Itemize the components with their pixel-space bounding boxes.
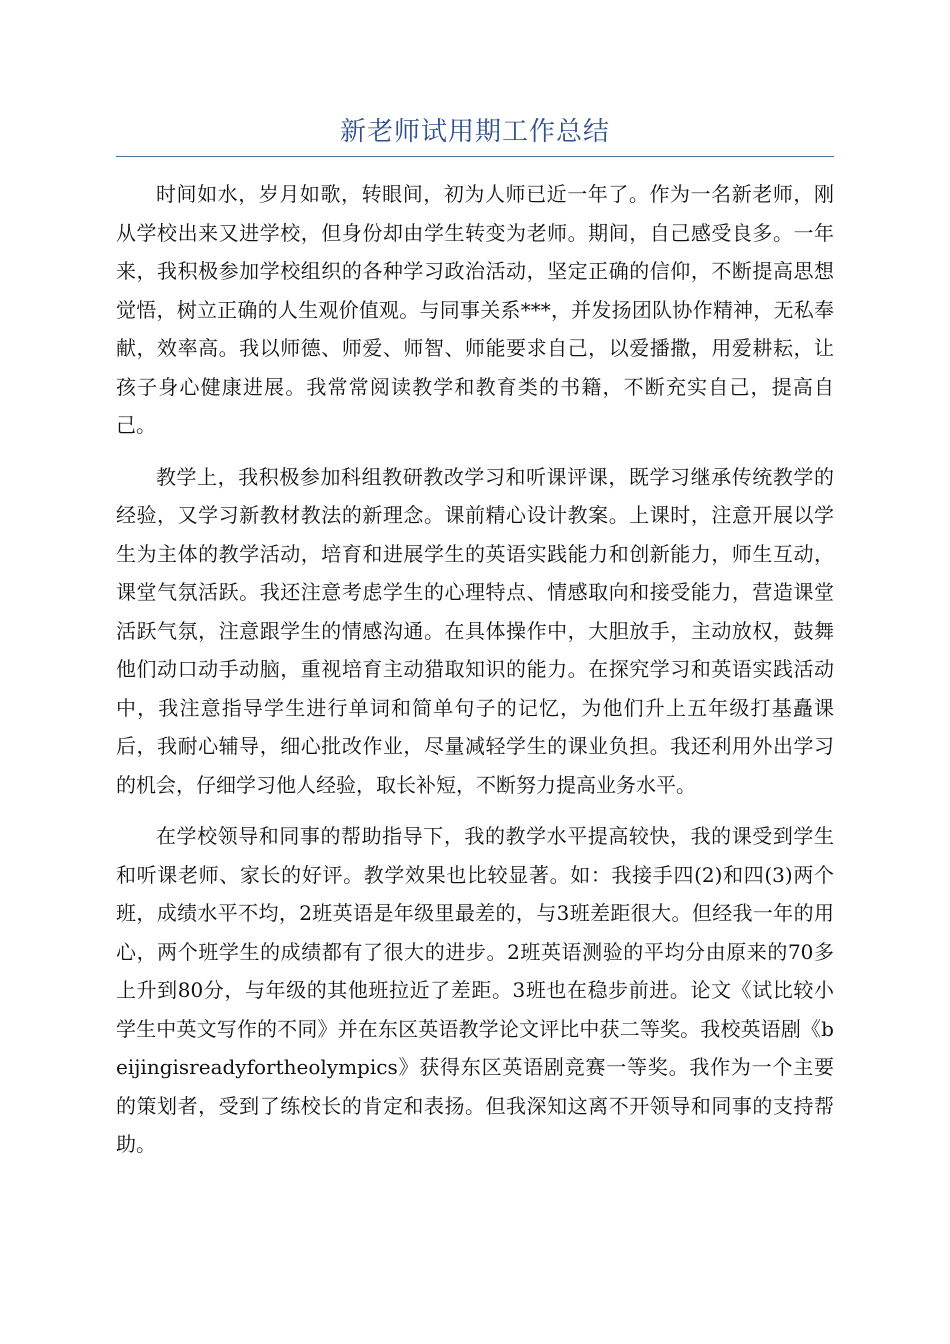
document-title: 新老师试用期工作总结 <box>339 117 610 147</box>
document-body <box>116 175 834 1177</box>
paragraph-1: 时间如水，岁月如歌，转眼间，初为人师已近一年了。作为一名新老师，刚从学校出来又进学校，但身份却由学生转变为老师。期间，自己感受良多。一年来，我积极参加学校组织的各种学习政治活动，坚定正确的信仰，不断提高思想觉悟，树立正确的人生观价值观。与同事关系***，并发扬团队协作精神，无私奉献，效率高。我以师德、师爱、师智、师能要求自己，以爱播撒，用爱耕耘，让孩子身心健康进展。我常常阅读教学和教育类的书籍，不断充实自己，提高自己。 <box>116 182 834 437</box>
paragraph-2: 教学上，我积极参加科组教研教改学习和听课评课，既学习继承传统教学的经验，又学习新教材教法的新理念。课前精心设计教案。上课时，注意开展以学生为主体的教学活动，培育和进展学生的英语实践能力和创新能力，师生互动，课堂气氛活跃。我还注意考虑学生的心理特点、情感取向和接受能力，营造课堂活跃气氛，注意跟学生的情感沟通。在具体操作中，大胆放手，主动放权，鼓舞他们动口动手动脑，重视培育主动猎取知识的能力。在探究学习和英语实践活动中，我注意指导学生进行单词和简单句子的记忆，为他们升上五年级打基矗课后，我耐心辅导，细心批改作业，尽量减轻学生的课业负担。我还利用外出学习的机会，仔细学习他人经验，取长补短，不断努力提高业务水平。 <box>116 464 834 797</box>
paragraph-3: 在学校领导和同事的帮助指导下，我的教学水平提高较快，我的课受到学生和听课老师、家长的好评。教学效果也比较显著。如：我接手四(2)和四(3)两个班，成绩水平不均，2班英语是年级里最差的，与3班差距很大。但经我一年的用心，两个班学生的成绩都有了很大的进步。2班英语测验的平均分由原来的70多上升到80分，与年级的其他班拉近了差距。3班也在稳步前进。论文《试比较小学生中英文写作的不同》并在东区英语教学论文评比中获二等奖。我校英语剧《beijingisreadyfortheolympics》获得东区英语剧竞赛一等奖。我作为一个主要的策划者，受到了练校长的肯定和表扬。但我深知这离不开领导和同事的支持帮助。 <box>116 824 834 1156</box>
title-block <box>116 112 834 157</box>
